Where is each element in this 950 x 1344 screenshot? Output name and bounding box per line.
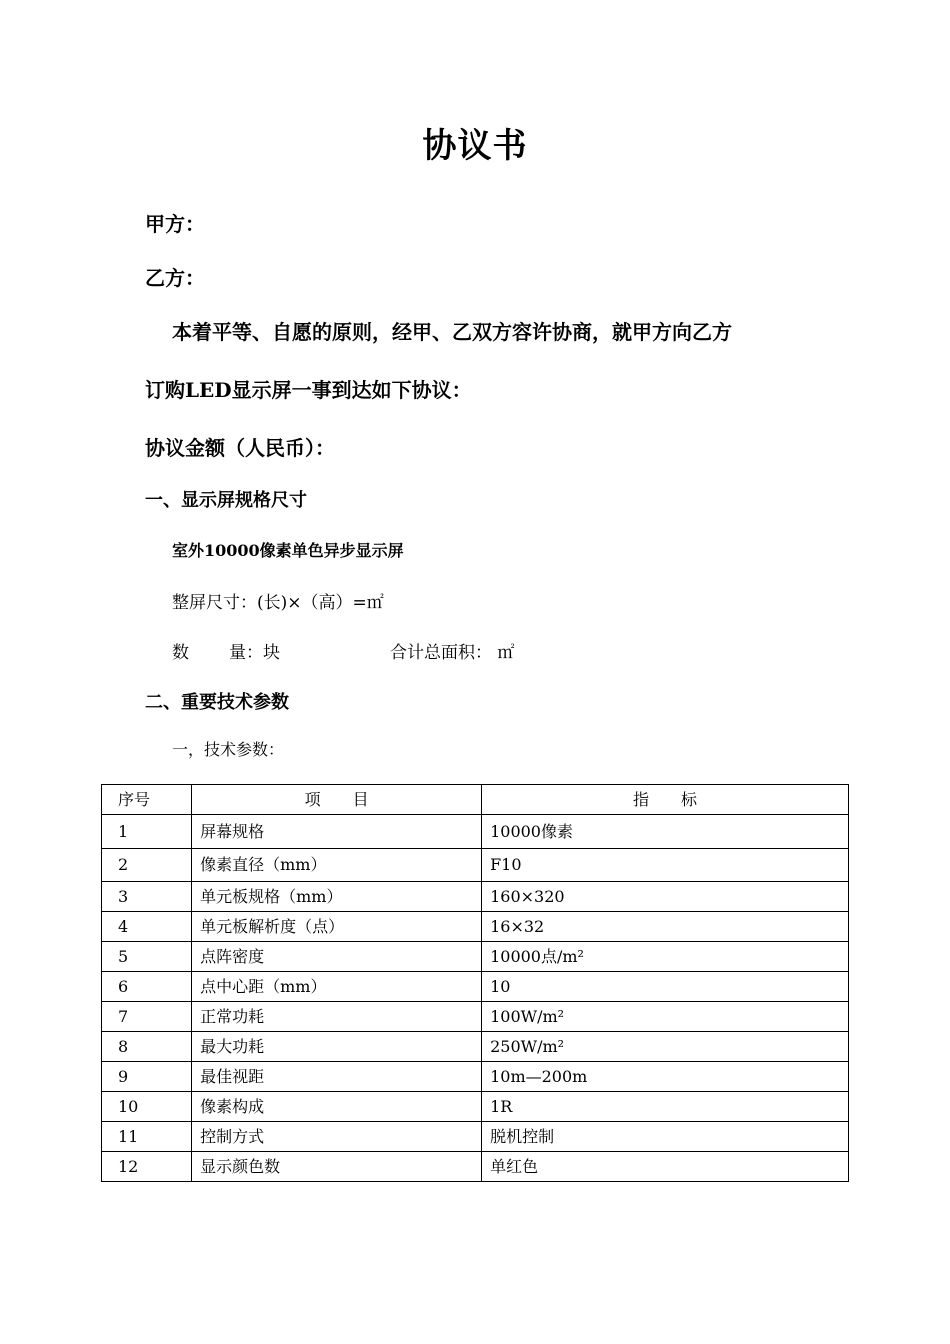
intro-line-1: 本着平等、自愿的原则，经甲、乙双方容许协商，就甲方向乙方 [172,320,732,344]
document-title: 协议书 [422,126,528,166]
header-index: 序号 [102,785,192,815]
row-value: 10 [482,972,849,1002]
row-value: 250W/m² [482,1032,849,1062]
row-index: 12 [102,1152,192,1182]
row-value: 10000点/m² [482,942,849,972]
row-value: 16×32 [482,912,849,942]
row-value: F10 [482,849,849,882]
subsection-tech-params: 一，技术参数： [172,740,285,759]
row-item: 屏幕规格 [192,815,482,849]
row-item: 点阵密度 [192,942,482,972]
row-item: 像素直径（mm） [192,849,482,882]
row-item: 像素构成 [192,1092,482,1122]
row-index: 10 [102,1092,192,1122]
table-row [102,972,849,1002]
row-index: 9 [102,1062,192,1092]
row-index: 8 [102,1032,192,1062]
table-header-row [102,785,849,815]
table-row [102,1032,849,1062]
row-value: 10m—200m [482,1062,849,1092]
total-area-label: 合计总面积： ㎡ [390,643,515,663]
table-row [102,912,849,942]
quantity-label-b: 量：块 [229,643,280,663]
row-value: 单红色 [482,1152,849,1182]
row-index: 3 [102,882,192,912]
header-value: 指 标 [482,785,849,815]
screen-type: 室外10000像素单色异步显示屏 [172,541,404,560]
row-item: 点中心距（mm） [192,972,482,1002]
agreement-amount: 协议金额（人民币）： [145,436,335,460]
row-item: 控制方式 [192,1122,482,1152]
table-row [102,815,849,849]
quantity-label-a: 数 [172,643,189,663]
table-row [102,942,849,972]
row-index: 11 [102,1122,192,1152]
row-index: 1 [102,815,192,849]
row-value: 100W/m² [482,1002,849,1032]
screen-size-line: 整屏尺寸：(长)×（高）=㎡ [172,593,384,613]
row-index: 4 [102,912,192,942]
quantity-line [172,638,514,663]
table-row [102,882,849,912]
row-value: 脱机控制 [482,1122,849,1152]
row-index: 2 [102,849,192,882]
row-value: 10000像素 [482,815,849,849]
row-item: 单元板解析度（点） [192,912,482,942]
row-index: 6 [102,972,192,1002]
intro-line-2: 订购LED显示屏一事到达如下协议： [145,378,472,402]
row-value: 160×320 [482,882,849,912]
spec-table [101,784,849,1182]
section-2-heading: 二、重要技术参数 [145,692,289,713]
row-item: 显示颜色数 [192,1152,482,1182]
table-row [102,1152,849,1182]
row-item: 正常功耗 [192,1002,482,1032]
row-item: 最大功耗 [192,1032,482,1062]
party-a-label: 甲方： [145,212,205,236]
table-row [102,849,849,882]
party-b-label: 乙方： [145,266,205,290]
row-item: 最佳视距 [192,1062,482,1092]
table-row [102,1002,849,1032]
row-index: 7 [102,1002,192,1032]
row-item: 单元板规格（mm） [192,882,482,912]
row-index: 5 [102,942,192,972]
section-1-heading: 一、显示屏规格尺寸 [145,490,307,511]
table-row [102,1062,849,1092]
header-item: 项 目 [192,785,482,815]
table-row [102,1092,849,1122]
table-row [102,1122,849,1152]
row-value: 1R [482,1092,849,1122]
